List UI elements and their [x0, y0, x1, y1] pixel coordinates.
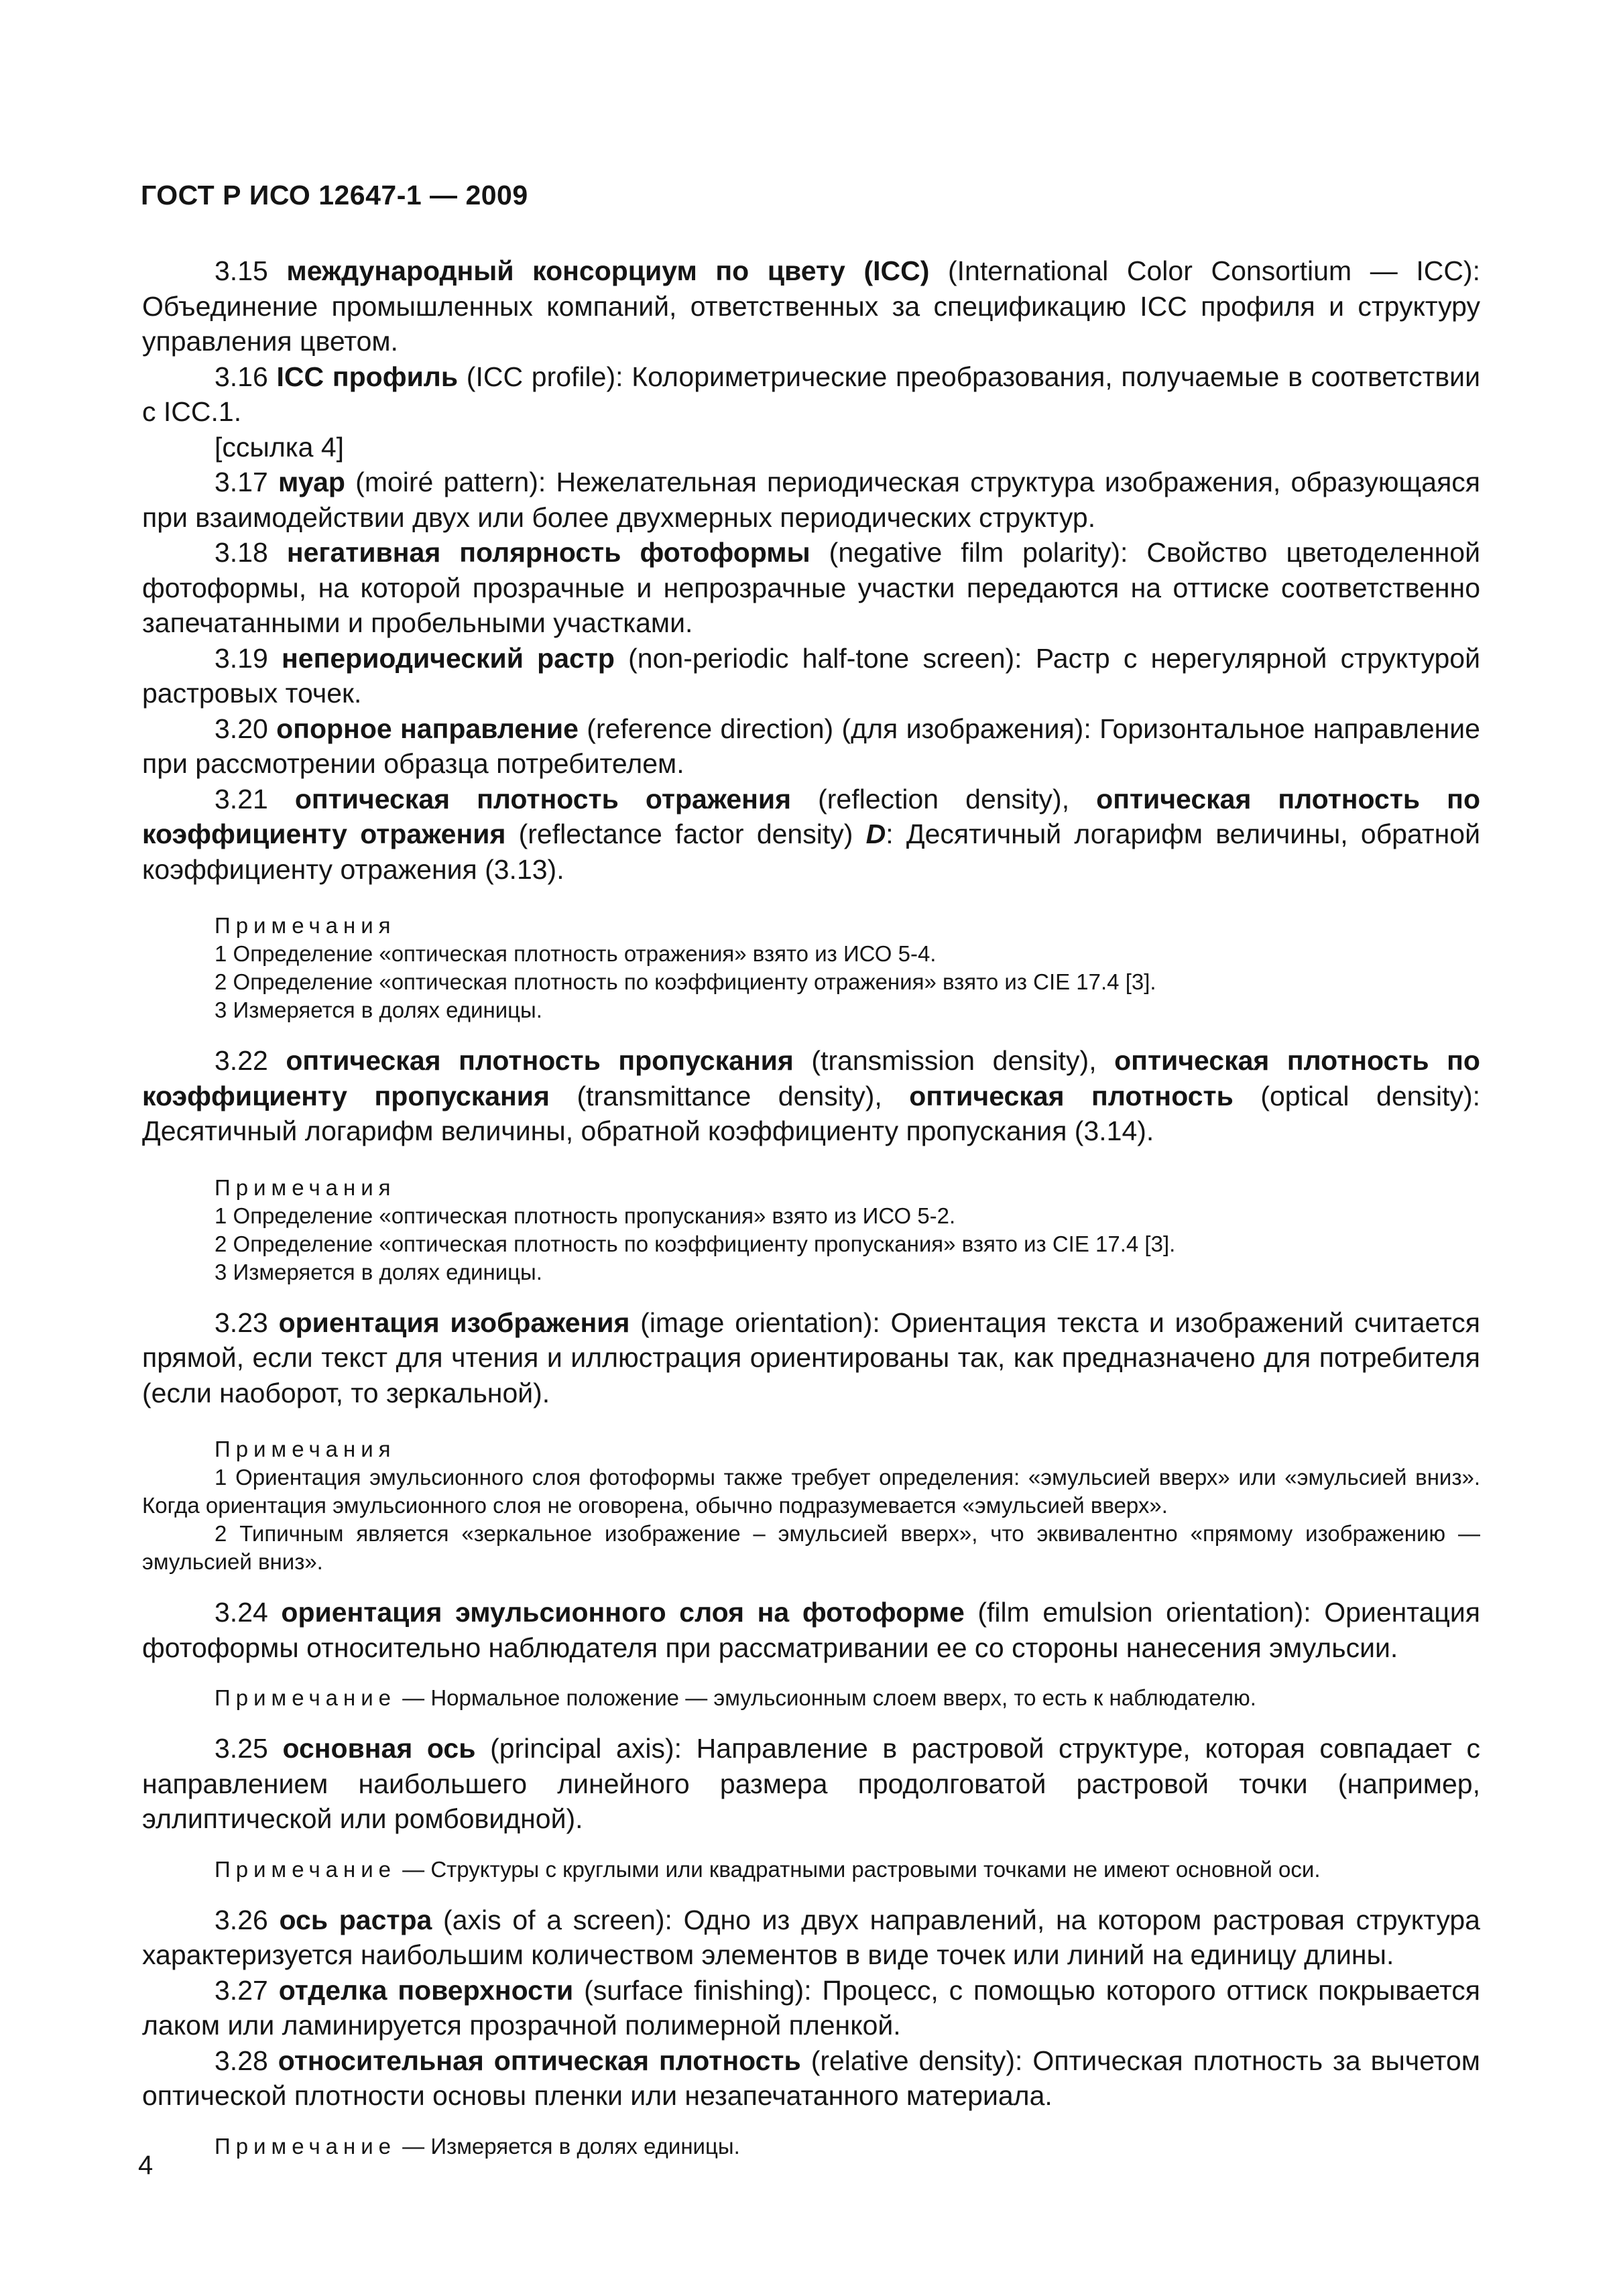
entry-definition: (transmission density), — [793, 1045, 1115, 1076]
entry-definition: (moiré pattern): Нежелательная периодическая структура изображения, образующаяся при взаимодействии двух или более двухмерных периодических структур. — [142, 467, 1480, 533]
note-item: 3 Измеряется в долях единицы. — [215, 998, 542, 1022]
note-3-25 — [142, 1856, 1480, 1884]
entry-term: негативная полярность фотоформы — [286, 537, 810, 568]
entry-term: оптическая плотность отражения — [294, 783, 792, 814]
entry-term: оптическая плотность пропускания — [286, 1045, 794, 1076]
entry-definition: (surface finishing): Процесс, с помощью которого оттиск покрывается лаком или ламинируется прозрачной полимерной пленкой. — [142, 1974, 1480, 2041]
entry-3-16-reference: [ссылка 4] — [215, 431, 345, 463]
entry-term: основная ось — [282, 1733, 476, 1764]
entry-number: 3.28 — [215, 2045, 278, 2076]
entry-3-24 — [142, 1595, 1480, 1665]
entry-3-28 — [142, 2043, 1480, 2114]
entry-3-21 — [142, 782, 1480, 888]
entry-3-16 — [142, 359, 1480, 430]
note-text: — Структуры с круглыми или квадратными растровыми точками не имеют основной оси. — [396, 1856, 1321, 1882]
note-3-24 — [142, 1684, 1480, 1712]
entry-definition: : Десятичный логарифм величины, обратной коэффициенту отражения (3.13). — [142, 819, 1481, 885]
note-label: Примечание — [215, 1685, 397, 1710]
entry-term: ориентация эмульсионного слоя на фотоформе — [281, 1597, 965, 1628]
entry-number: 3.22 — [215, 1045, 286, 1076]
entry-definition: (image orientation): Ориентация текста и изображений считается прямой, если текст для чтения и иллюстрация ориентированы так, как предназначено для потребителя (если наоборот, то зеркальной). — [142, 1307, 1480, 1408]
entry-number: 3.23 — [215, 1307, 279, 1338]
note-text: — Измеряется в долях единицы. — [396, 2133, 740, 2159]
notes-3-23 — [142, 1435, 1480, 1576]
note-item: 2 Типичным является «зеркальное изображение – эмульсией вверх», что эквивалентно «прямому изображению — эмульсией вниз». — [142, 1521, 1480, 1574]
entry-definition: (optical density): Десятичный логарифм величины, обратной коэффициенту пропускания (3.14). — [142, 1080, 1481, 1146]
entry-term: муар — [278, 467, 345, 497]
entry-definition: (reference direction) (для изображения): Горизонтальное направление при рассмотрении образца потребителем. — [142, 713, 1480, 779]
entry-term: международный консорциум по цвету (ICC) — [286, 255, 930, 286]
note-item: 2 Определение «оптическая плотность по коэффициенту отражения» взято из CIE 17.4 [3]. — [215, 969, 1156, 994]
notes-heading: Примечания — [215, 1174, 396, 1200]
page-number: 4 — [138, 2151, 154, 2180]
note-label: Примечание — [215, 1856, 397, 1882]
entry-number: 3.26 — [215, 1904, 280, 1935]
entry-3-15 — [142, 253, 1480, 359]
entry-term: опорное направление — [276, 713, 579, 744]
note-text: — Нормальное положение — эмульсионным слоем вверх, то есть к наблюдателю. — [396, 1685, 1256, 1710]
notes-3-22 — [142, 1174, 1480, 1286]
entry-definition: (axis of a screen): Одно из двух направлений, на котором растровая структура характеризуется наибольшим количеством элементов в виде точек или линий на единицу длины. — [142, 1904, 1480, 1970]
entry-definition: (reflection density), — [791, 783, 1097, 814]
entry-3-27 — [142, 1973, 1480, 2043]
entry-number: 3.24 — [215, 1597, 282, 1628]
entry-definition: (negative film polarity): Свойство цветоделенной фотоформы, на которой прозрачные и непрозрачные участки передаются на оттиске соответственно запечатанными и пробельными участками. — [142, 537, 1480, 638]
entry-3-20 — [142, 711, 1480, 782]
entry-term-alt: оптическая плотность по коэффициенту отражения — [142, 783, 1480, 849]
entry-definition: (non-periodic half-tone screen): Растр с нерегулярной структурой растровых точек. — [142, 642, 1480, 709]
entry-definition: (transmittance density), — [549, 1080, 910, 1111]
entry-number: 3.25 — [215, 1733, 283, 1764]
entry-number: 3.18 — [215, 537, 287, 568]
entry-number: 3.16 — [215, 361, 277, 392]
entry-term-alt: оптическая плотность по коэффициенту пропускания — [142, 1045, 1480, 1111]
entry-number: 3.19 — [215, 642, 282, 674]
entry-3-18 — [142, 535, 1480, 641]
entry-term: ICC профиль — [276, 361, 459, 392]
entry-definition: (relative density): Оптическая плотность за вычетом оптической плотности основы пленки или незапечатанного материала. — [142, 2045, 1480, 2111]
document-body — [142, 253, 1480, 2179]
entry-3-19 — [142, 641, 1480, 711]
entry-symbol: D — [865, 819, 886, 849]
document-header: ГОСТ Р ИСО 12647-1 — 2009 — [141, 180, 528, 210]
notes-3-21 — [142, 912, 1480, 1024]
note-label: Примечание — [215, 2133, 397, 2159]
entry-term: ось растра — [279, 1904, 432, 1935]
entry-3-23 — [142, 1305, 1480, 1411]
entry-definition: (film emulsion orientation): Ориентация фотоформы относительно наблюдателя при рассматривании ее со стороны нанесения эмульсии. — [142, 1597, 1480, 1663]
entry-term: относительная оптическая плотность — [278, 2045, 801, 2076]
entry-number: 3.15 — [215, 255, 287, 286]
note-item: 1 Определение «оптическая плотность отражения» взято из ИСО 5-4. — [215, 941, 937, 966]
note-3-28 — [142, 2132, 1480, 2161]
entry-term: непериодический растр — [282, 642, 615, 674]
entry-definition: (principal axis): Направление в растровой структуре, которая совпадает с направлением наибольшего линейного размера продолговатой растровой точки (например, эллиптической или ромбовидной). — [142, 1733, 1480, 1834]
notes-heading: Примечания — [215, 1437, 396, 1461]
entry-number: 3.17 — [215, 467, 279, 497]
note-item: 1 Ориентация эмульсионного слоя фотоформы также требует определения: «эмульсией вверх» или «эмульсией вниз». Когда ориентация эмульсионного слоя не оговорена, обычно подразумевается «эмульсией вверх». — [142, 1465, 1480, 1518]
entry-3-26 — [142, 1902, 1480, 1973]
note-item: 2 Определение «оптическая плотность по коэффициенту пропускания» взято из CIE 17.4 [3]. — [215, 1231, 1176, 1256]
note-item: 3 Измеряется в долях единицы. — [215, 1259, 542, 1284]
entry-term: ориентация изображения — [278, 1307, 630, 1338]
note-item: 1 Определение «оптическая плотность пропускания» взято из ИСО 5-2. — [215, 1203, 956, 1228]
entry-definition: (International Color Consortium — ICC): Объединение промышленных компаний, ответственных за спецификацию ICC профиля и структуру управления цветом. — [142, 255, 1480, 357]
entry-term: отделка поверхности — [278, 1974, 574, 2006]
entry-3-22 — [142, 1043, 1480, 1149]
entry-number: 3.27 — [215, 1974, 279, 2006]
entry-3-17 — [142, 465, 1480, 535]
entry-3-25 — [142, 1731, 1480, 1837]
notes-heading: Примечания — [215, 913, 396, 938]
entry-number: 3.21 — [215, 783, 295, 814]
entry-definition: (ICC profile): Колориметрические преобразования, получаемые в соответствии с ICC.1. — [142, 361, 1480, 427]
entry-definition: (reflectance factor density) — [505, 819, 866, 849]
entry-term-alt: оптическая плотность — [909, 1080, 1234, 1111]
entry-number: 3.20 — [215, 713, 277, 744]
